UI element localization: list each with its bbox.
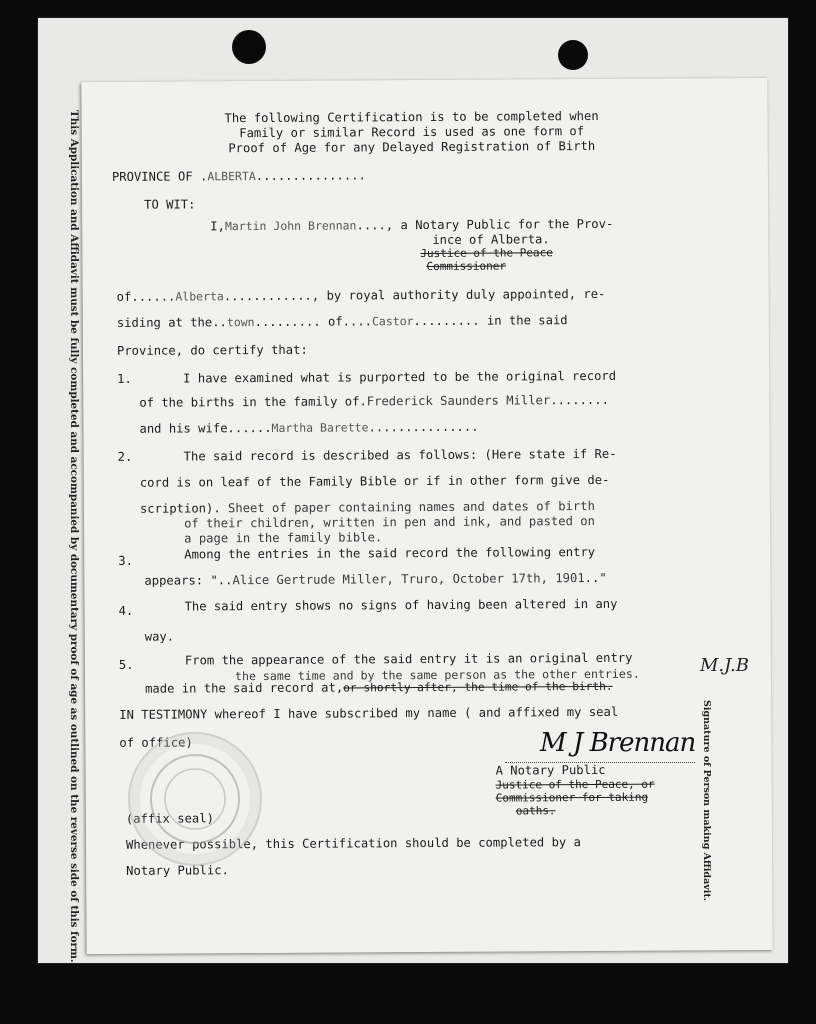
signatory-struck-3: oaths. [515,804,556,818]
province-dots: ............... [255,168,366,184]
item-number-4: 4. [118,603,134,618]
signature: M J Brennan [540,728,696,758]
item-1-line-3 [139,420,478,437]
item-4-line-2: way. [144,629,175,644]
punch-hole [232,30,266,64]
declarant-prefix: I, [210,219,225,234]
of-suffix: ............, by royal authority duly appointed, re- [223,286,606,304]
item-3-suffix: .." [584,570,607,586]
item-2-line-2: cord is on leaf of the Family Bible or if in other form give de- [139,472,610,490]
item-4-line-1: The said entry shows no signs of having been altered in any [184,596,618,614]
item-number-2: 2. [117,449,133,464]
record-description-3: a page in the family bible. [184,530,383,546]
testimony-line-1: IN TESTIMONY whereof I have subscribed my name ( and affixed my seal [119,704,619,722]
signature-line [505,762,695,763]
declarant-line-2: ince of Alberta. [432,232,550,247]
item-2-label: scription). [139,501,221,516]
item-number-1: 1. [117,371,132,386]
struck-commissioner: Commissioner [426,259,506,273]
province-value: ALBERTA [207,169,256,184]
affidavit-note: This Application and Affidavit must be fully completed and accompanied by documentary proof of age as outlined on the reverse side of this form. [68,110,80,963]
signature-side-note [700,700,750,902]
header-line-3: Proof of Age for any Delayed Registration of Birth [228,138,596,156]
item-1-prefix: of the births in the family of. [139,394,367,410]
item-1-wife-dots: ............... [368,419,479,435]
item-3-prefix: appears: ".. [144,573,233,588]
birth-entry: Alice Gertrude Miller, Truro, October 17th, 1901 [232,571,585,588]
province-line [112,168,366,185]
declarant-name: Martin John Brennan [224,218,357,234]
of-value: Alberta [175,289,224,304]
seal-emblem-icon [145,749,245,849]
record-description-1: Sheet of paper containing names and dates of birth [227,498,595,516]
item-5-line-1: From the appearance of the said entry it is an original entry [184,650,633,668]
residing-suffix: ......... in the said [413,313,568,329]
of-prefix: of...... [116,289,176,304]
item-5-prefix: made in the said record at, [145,680,344,696]
embossed-seal [125,732,262,866]
item-5-insert: the same time and by the same person as the other entries. [234,666,640,684]
record-description-2: of their children, written in pen and ink, and pasted on [183,513,595,531]
signatory-struck-2: Commissioner for taking [495,790,649,805]
item-2-line-1: The said record is described as follows: (Here state if Re- [183,446,617,464]
item-3-line-1: Among the entries in the said record the following entry [184,544,596,562]
to-wit: TO WIT: [144,197,196,212]
signatory-struck-1: Justice of the Peace, or [495,777,655,792]
punch-hole [558,40,588,70]
of-line [117,287,606,305]
item-1-wife-prefix: and his wife...... [139,420,272,436]
declarant-line [210,217,613,234]
residing-town: town [226,315,255,330]
residing-place: Castor [371,314,414,329]
declarant-suffix: ...., a Notary Public for the Prov- [356,216,614,233]
item-3-line-2 [144,571,606,589]
header-line-2: Family or similar Record is used as one form of [239,124,585,141]
signature-side-text: Signature of Person making Affidavit. [701,700,712,902]
mother-name: Martha Barette [271,420,369,435]
testimony-line-2: of office) [119,735,193,750]
item-1-dots: ........ [550,392,609,408]
footer-line-1: Whenever possible, this Certification should be completed by a [125,835,581,852]
item-1-line-1: I have examined what is purported to be the original record [183,368,617,386]
item-number-5: 5. [118,657,134,672]
item-5-line-2 [145,679,613,697]
initials: M.J.B [700,655,749,676]
residing-line [117,313,568,331]
struck-justice: Justice of the Peace [420,246,553,261]
side-note [58,110,82,963]
item-number-3: 3. [118,553,133,568]
footer-line-2: Notary Public. [126,863,229,878]
affix-seal-note: (affix seal) [125,811,214,826]
signatory-title: A Notary Public [495,762,606,778]
residing-prefix: siding at the.. [116,315,227,330]
header-line-1: The following Certification is to be completed when [224,108,599,126]
item-5-struck: or shortly after, the time of the birth. [343,679,613,695]
father-name: Frederick Saunders Miller [366,393,551,409]
province-label: PROVINCE OF . [111,169,208,184]
item-1-line-2 [139,393,609,411]
residing-mid: ......... of.... [254,314,373,330]
certify-line: Province, do certify that: [116,342,308,358]
